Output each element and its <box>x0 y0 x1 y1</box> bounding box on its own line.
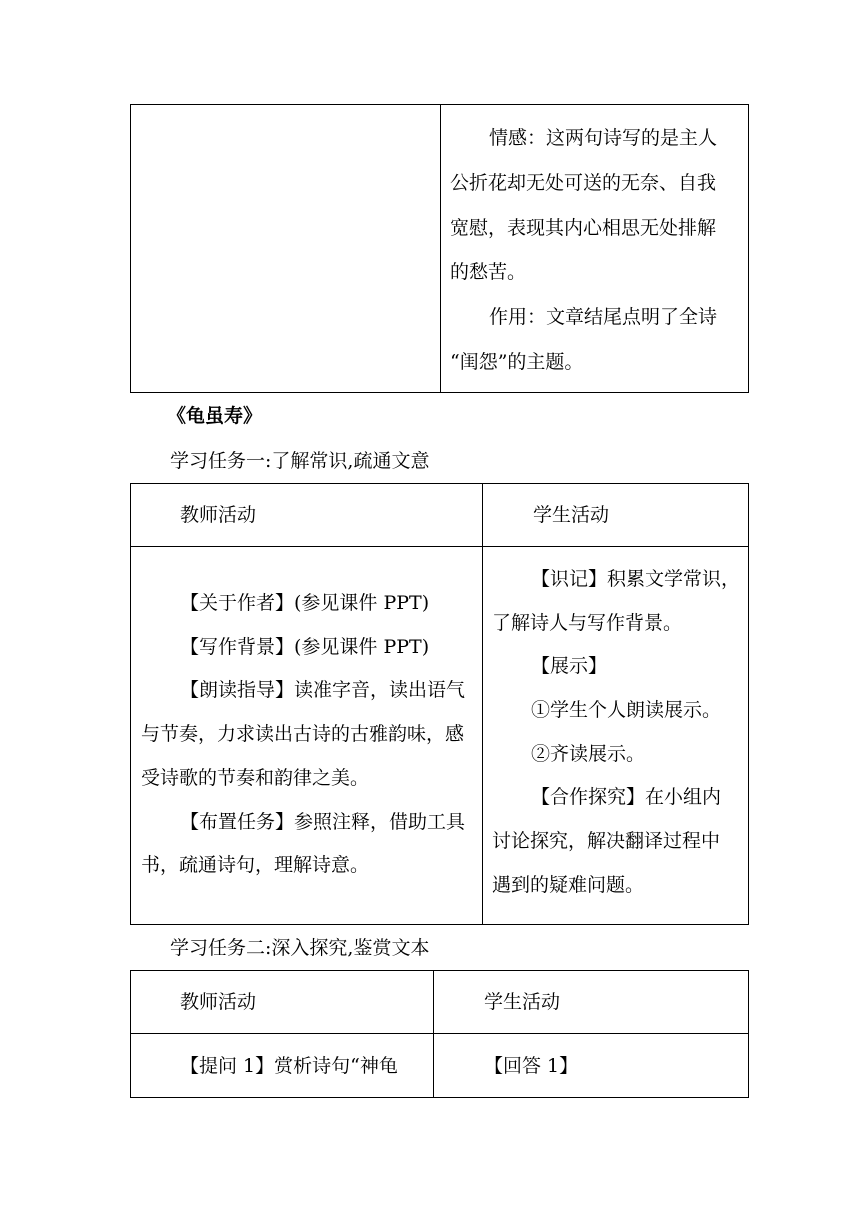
student-activity-cell <box>483 547 748 924</box>
paragraph-line: “闺怨”的主题。 <box>450 351 584 373</box>
table-cell-left-empty <box>131 105 440 392</box>
paragraph-line: 宽慰，表现其内心相思无处排解 <box>450 217 717 239</box>
paragraph-line: 【展示】 <box>531 655 608 677</box>
paragraph-line: 【写作背景】(参见课件 PPT) <box>180 636 430 658</box>
header-student-activity: 学生活动 <box>484 991 561 1013</box>
section-title: 《龟虽寿》 <box>167 405 263 427</box>
paragraph-line: 与节奏，力求读出古诗的古雅韵味，感 <box>141 723 465 745</box>
paragraph-line: 【布置任务】参照注释，借助工具 <box>180 811 466 833</box>
paragraph-line: 公折花却无处可送的无奈、自我 <box>450 172 717 194</box>
student-answer-line: 【回答 1】 <box>484 1055 579 1077</box>
table-cell-right <box>441 105 748 392</box>
paragraph-line: 情感：这两句诗写的是主人 <box>489 127 718 149</box>
task2-table <box>130 970 749 1098</box>
paragraph-line: 【朗读指导】读准字音，读出语气 <box>180 679 466 701</box>
table-continued <box>130 104 749 393</box>
paragraph-line: 【关于作者】(参见课件 PPT) <box>180 592 430 614</box>
header-divider <box>131 1033 748 1034</box>
paragraph-line: 讨论探究，解决翻译过程中 <box>492 830 721 852</box>
task2-heading: 学习任务二:深入探究,鉴赏文本 <box>170 937 430 959</box>
teacher-question-line: 【提问 1】赏析诗句“神龟 <box>180 1055 398 1077</box>
task1-heading: 学习任务一:了解常识,疏通文意 <box>170 450 430 472</box>
paragraph-line: ②齐读展示。 <box>531 743 646 765</box>
paragraph-line: 书，疏通诗句，理解诗意。 <box>141 854 370 876</box>
teacher-activity-cell <box>131 547 482 924</box>
paragraph-line: 作用：文章结尾点明了全诗 <box>489 306 718 328</box>
header-student-activity: 学生活动 <box>533 504 610 526</box>
paragraph-line: 【识记】积累文学常识， <box>531 568 741 590</box>
column-divider <box>433 971 434 1097</box>
task1-table <box>130 483 749 925</box>
header-teacher-activity: 教师活动 <box>180 504 257 526</box>
paragraph-line: 【合作探究】在小组内 <box>531 786 722 808</box>
paragraph-line: ①学生个人朗读展示。 <box>531 699 722 721</box>
header-teacher-activity: 教师活动 <box>180 991 257 1013</box>
paragraph-line: 遇到的疑难问题。 <box>492 874 645 896</box>
paragraph-line: 的愁苦。 <box>450 261 527 283</box>
paragraph-line: 了解诗人与写作背景。 <box>492 612 683 634</box>
paragraph-line: 受诗歌的节奏和韵律之美。 <box>141 767 370 789</box>
